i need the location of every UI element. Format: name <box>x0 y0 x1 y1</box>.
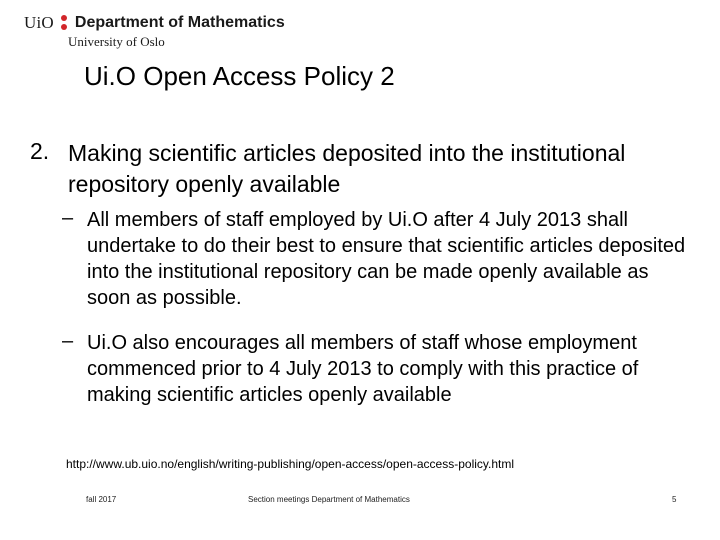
bullet-marker: – <box>62 330 74 352</box>
logo-mark-icon <box>60 15 68 31</box>
bullet-text: All members of staff employed by Ui.O after 4 July 2013 shall undertake to do their best to ensure that scientific articles deposited into the institutional repository can be made openly available as soon as possible. <box>87 209 686 309</box>
slide-title: Ui.O Open Access Policy 2 <box>84 61 395 91</box>
footer-date: fall 2017 <box>86 495 117 504</box>
bullet-marker: – <box>62 207 74 229</box>
footer-title: Section meetings Department of Mathematics <box>248 495 410 504</box>
item-number: 2. <box>30 138 50 164</box>
logo <box>24 13 285 33</box>
department-name: Department of Mathematics <box>74 14 285 31</box>
logo-text: UiO <box>24 13 54 32</box>
item-text: Making scientific articles deposited into the institutional repository openly available <box>68 140 626 197</box>
bullet-text: Ui.O also encourages all members of staff whose employment commenced prior to 4 July 2013 to comply with this practice of making scientific articles openly available <box>87 332 639 406</box>
page-number: 5 <box>672 495 677 504</box>
university-name: University of Oslo <box>68 34 165 49</box>
policy-link[interactable]: http://www.ub.uio.no/english/writing-publishing/open-access/open-access-policy.html <box>66 457 515 471</box>
